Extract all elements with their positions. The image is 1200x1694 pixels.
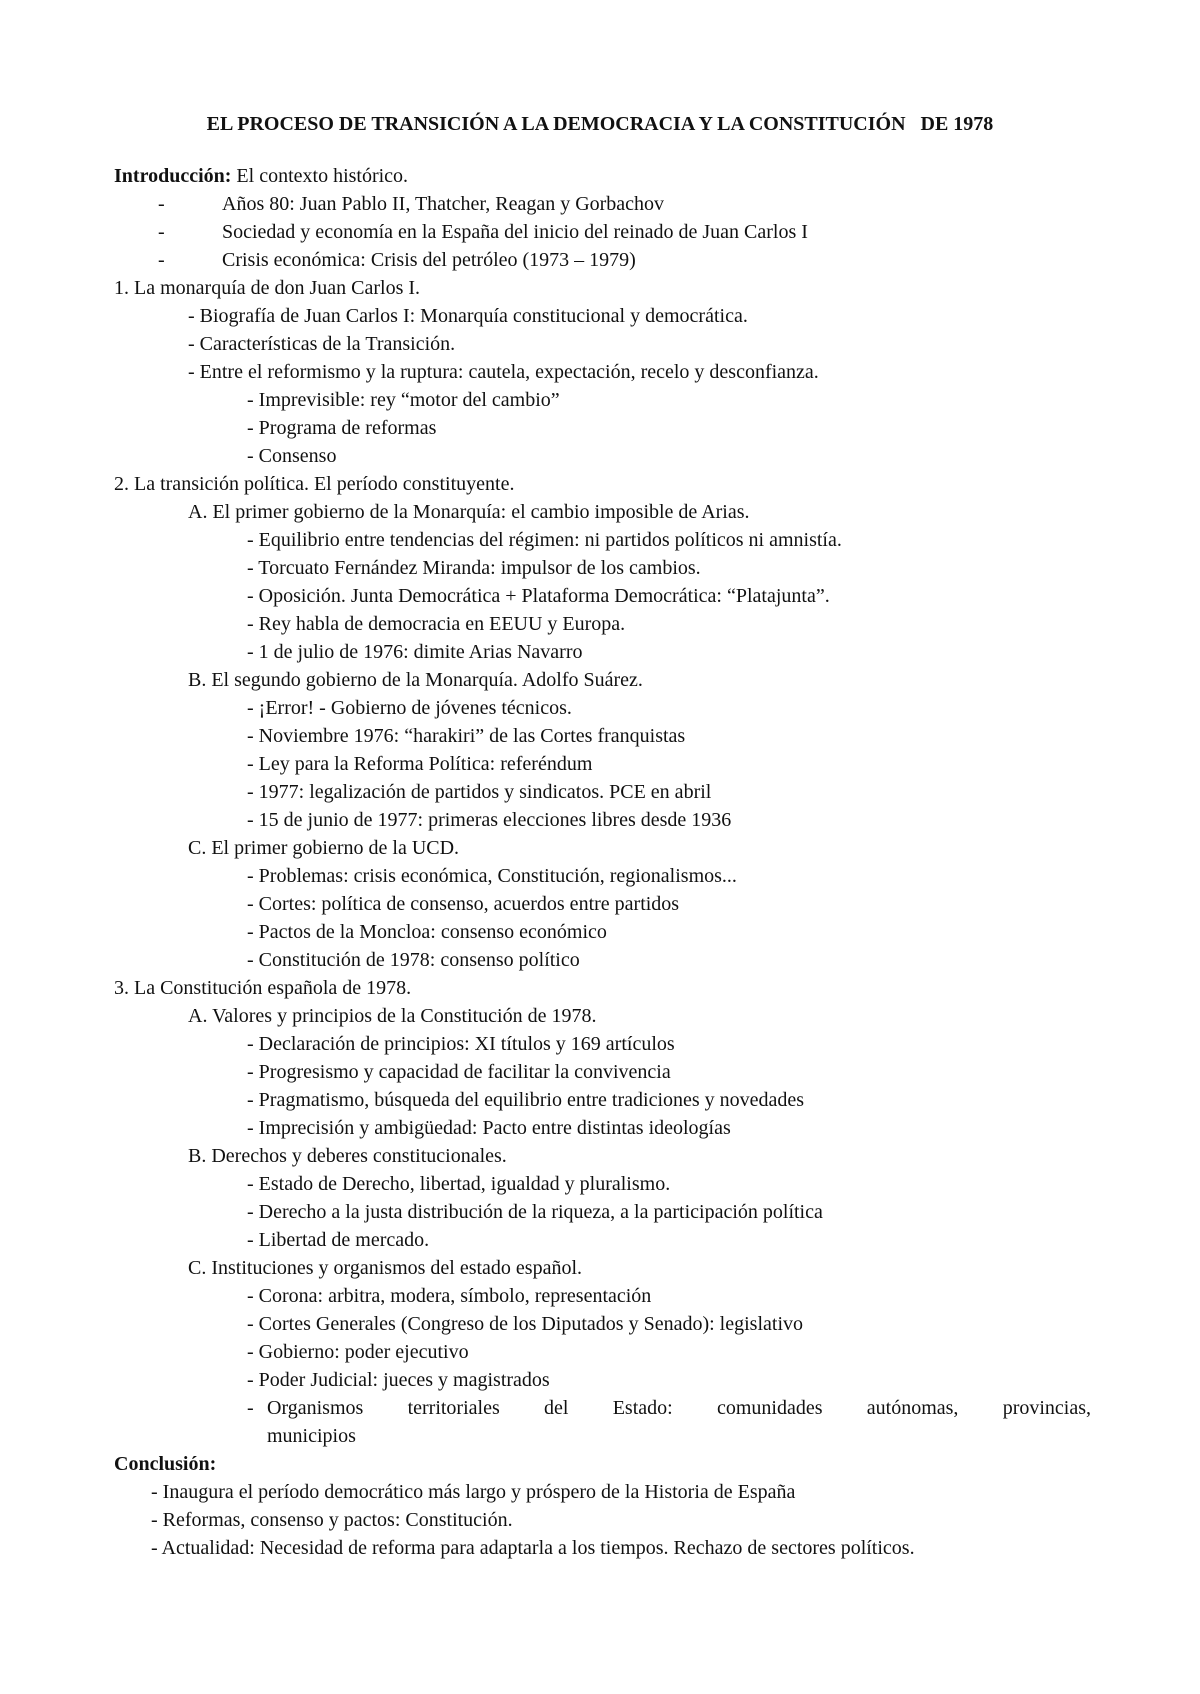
intro-label: Introducción: — [114, 165, 232, 187]
list-item: - Inaugura el período democrático más largo y próspero de la Historia de España — [151, 1481, 796, 1503]
list-item: - 15 de junio de 1977: primeras elecciones libres desde 1936 — [247, 809, 732, 831]
subsection-heading: A. El primer gobierno de la Monarquía: el cambio imposible de Arias. — [188, 501, 750, 523]
subsection-heading: C. El primer gobierno de la UCD. — [188, 837, 460, 859]
list-subitem: - Programa de reformas — [247, 417, 437, 439]
list-item: - Progresismo y capacidad de facilitar la convivencia — [247, 1061, 671, 1083]
list-item: - Entre el reformismo y la ruptura: cautela, expectación, recelo y desconfianza. — [188, 361, 819, 383]
list-item: - Actualidad: Necesidad de reforma para adaptarla a los tiempos. Rechazo de sectores políticos. — [151, 1537, 915, 1559]
list-item: - Equilibrio entre tendencias del régimen: ni partidos políticos ni amnistía. — [247, 529, 842, 551]
list-dash: - — [247, 1397, 254, 1419]
list-item: - Pactos de la Moncloa: consenso económico — [247, 921, 607, 943]
list-item: - ¡Error! - Gobierno de jóvenes técnicos. — [247, 697, 572, 719]
list-item: - Declaración de principios: XI títulos y 169 artículos — [247, 1033, 675, 1055]
list-item: - Ley para la Reforma Política: referéndum — [247, 753, 593, 775]
list-item: - 1977: legalización de partidos y sindicatos. PCE en abril — [247, 781, 712, 803]
list-item: - Torcuato Fernández Miranda: impulsor de los cambios. — [247, 557, 701, 579]
list-item: - Noviembre 1976: “harakiri” de las Cortes franquistas — [247, 725, 686, 747]
intro-dash: - — [158, 193, 165, 215]
list-item-justified: Organismos territoriales del Estado: comunidades autónomas, provincias, — [267, 1397, 1091, 1419]
list-item: - Imprecisión y ambigüedad: Pacto entre distintas ideologías — [247, 1117, 731, 1139]
document-title: EL PROCESO DE TRANSICIÓN A LA DEMOCRACIA Y LA CONSTITUCIÓN DE 1978 — [206, 113, 994, 135]
intro-text: El contexto histórico. — [231, 165, 409, 187]
list-item: - Derecho a la justa distribución de la riqueza, a la participación política — [247, 1201, 823, 1223]
intro-item: Años 80: Juan Pablo II, Thatcher, Reagan y Gorbachov — [222, 193, 665, 215]
conclusion-label: Conclusión: — [114, 1453, 217, 1475]
list-subitem: - Imprevisible: rey “motor del cambio” — [247, 389, 560, 411]
list-subitem: - Consenso — [247, 445, 337, 467]
list-item: - Cortes Generales (Congreso de los Diputados y Senado): legislativo — [247, 1313, 803, 1335]
list-item: - 1 de julio de 1976: dimite Arias Navarro — [247, 641, 583, 663]
list-item: - Problemas: crisis económica, Constitución, regionalismos... — [247, 865, 737, 887]
section-2-heading: 2. La transición política. El período constituyente. — [114, 473, 515, 495]
list-item: - Biografía de Juan Carlos I: Monarquía constitucional y democrática. — [188, 305, 748, 327]
intro-line — [114, 164, 408, 188]
list-item: - Estado de Derecho, libertad, igualdad y pluralismo. — [247, 1173, 671, 1195]
list-item: - Corona: arbitra, modera, símbolo, representación — [247, 1285, 652, 1307]
list-item: - Constitución de 1978: consenso político — [247, 949, 580, 971]
list-item: - Oposición. Junta Democrática + Plataforma Democrática: “Platajunta”. — [247, 585, 830, 607]
list-item: - Gobierno: poder ejecutivo — [247, 1341, 469, 1363]
intro-dash: - — [158, 221, 165, 243]
subsection-heading: A. Valores y principios de la Constitución de 1978. — [188, 1005, 597, 1027]
conclusion-heading — [114, 1452, 216, 1476]
intro-item: Crisis económica: Crisis del petróleo (1973 – 1979) — [222, 249, 636, 271]
list-item: - Características de la Transición. — [188, 333, 456, 355]
subsection-heading: C. Instituciones y organismos del estado español. — [188, 1257, 583, 1279]
list-item: - Libertad de mercado. — [247, 1229, 430, 1251]
subsection-heading: B. Derechos y deberes constitucionales. — [188, 1145, 507, 1167]
subsection-heading: B. El segundo gobierno de la Monarquía. Adolfo Suárez. — [188, 669, 643, 691]
list-item: - Rey habla de democracia en EEUU y Europa. — [247, 613, 626, 635]
list-item: - Cortes: política de consenso, acuerdos entre partidos — [247, 893, 680, 915]
intro-item: Sociedad y economía en la España del inicio del reinado de Juan Carlos I — [222, 221, 808, 243]
list-item-continuation: municipios — [267, 1425, 356, 1447]
section-1-heading: 1. La monarquía de don Juan Carlos I. — [114, 277, 421, 299]
list-item: - Reformas, consenso y pactos: Constitución. — [151, 1509, 513, 1531]
list-item: - Pragmatismo, búsqueda del equilibrio entre tradiciones y novedades — [247, 1089, 805, 1111]
intro-dash: - — [158, 249, 165, 271]
list-item: - Poder Judicial: jueces y magistrados — [247, 1369, 550, 1391]
section-3-heading: 3. La Constitución española de 1978. — [114, 977, 412, 999]
